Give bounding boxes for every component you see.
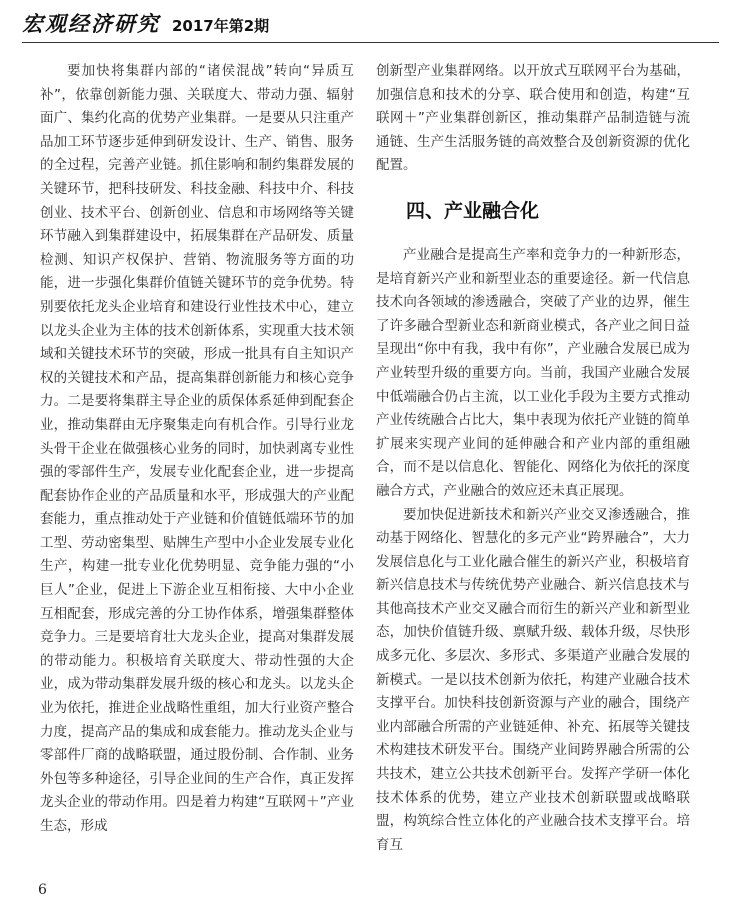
- body-paragraph: 产业融合是提高生产率和竞争力的一种新形态，是培育新兴产业和新型业态的重要途径。新一代信息技术向各领域的渗透融合，突破了产业的边界，催生了许多融合型新业态和新商业模式，各产业之间日益呈现出“你中有我，我中有你”，产业融合发展已成为产业转型升级的重要方向。当前，我国产业融合发展中低端融合仍占主流，以工业化手段为主要方式推动产业传统融合占比大，集中表现为依托产业链的简单扩展来实现产业间的延伸融合和产业内部的重组融合，而不是以信息化、智能化、网络化为依托的深度融合方式，产业融合的效应还未真正展现。: [376, 246, 690, 499]
- journal-title: 宏观经济研究: [22, 11, 160, 36]
- body-paragraph: 要加快促进新技术和新兴产业交叉渗透融合，推动基于网络化、智慧化的多元产业“跨界融合”，大力发展信息化与工业化融合催生的新兴产业，积极培育新兴信息技术与传统优势产业融合、新兴信息技术与其他高技术产业交叉融合而衍生的新兴产业和新型业态，加快价值链升级、禀赋升级、载体升级，尽快形成多元化、多层次、多形式、多渠道产业融合发展的新模式。一是以技术创新为依托，构建产业融合技术支撑平台。加快科技创新资源与产业的融合，围绕产业内部融合所需的产业链延伸、补充、拓展等关键技术构建技术研发平台。围绕产业间跨界融合所需的公共技术，建立公共技术创新平台。发挥产学研一体化技术体系的优势，建立产业技术创新联盟或战略联盟，构筑综合性立体化的产业融合技术支撑平台。培育互: [376, 506, 690, 853]
- right-column: [376, 60, 690, 857]
- section-heading: 四、产业融合化: [406, 199, 540, 222]
- issue-label: 2017年第2期: [172, 17, 270, 35]
- body-paragraph-continued: 创新型产业集群网络。以开放式互联网平台为基础，加强信息和技术的分享、联合使用和创造，构建“互联网＋”产业集群创新区，推动集群产品制造链与流通链、生产生活服务链的高效整合及创新资源的优化配置。: [376, 63, 690, 174]
- left-column: [40, 60, 354, 839]
- running-header: [22, 8, 269, 38]
- page-number: 6: [38, 882, 47, 898]
- header-rule: [22, 42, 719, 43]
- body-paragraph: 要加快将集群内部的“诸侯混战”转向“异质互补”，依靠创新能力强、关联度大、带动力强、辐射面广、集约化高的优势产业集群。一是要从只注重产品加工环节逐步延伸到研发设计、生产、销售、服务的全过程，完善产业链。抓住影响和制约集群发展的关键环节，把科技研发、科技金融、科技中介、科技创业、技术平台、创新创业、信息和市场网络等关键环节融入到集群建设中，拓展集群在产品研发、质量检测、知识产权保护、营销、物流服务等方面的功能，进一步强化集群价值链关键环节的竞争优势。特别要依托龙头企业培育和建设行业性技术中心，建立以龙头企业为主体的技术创新体系，实现重大技术领域和关键技术环节的突破，形成一批具有自主知识产权的关键技术和产品，提高集群创新能力和核心竞争力。二是要将集群主导企业的质保体系延伸到配套企业，推动集群由无序聚集走向有机合作。引导行业龙头骨干企业在做强核心业务的同时，加快剥离专业性强的零部件生产，发展专业化配套企业，进一步提高配套协作企业的产品质量和水平，形成强大的产业配套能力，重点推动处于产业链和价值链低端环节的加工型、劳动密集型、贴牌生产型中小企业发展专业化生产，构建一批专业化优势明显、竞争能力强的“小巨人”企业，促进上下游企业互相衔接、大中小企业互相配套，形成完善的分工协作体系，增强集群整体竞争力。三是要培育壮大龙头企业，提高对集群发展的带动能力。积极培育关联度大、带动性强的大企业，成为带动集群发展升级的核心和龙头。以龙头企业为依托，推进企业战略性重组，加大行业资产整合力度，提高产品的集成和成套能力。推动龙头企业与零部件厂商的战略联盟，通过股份制、合作制、业务外包等多种途径，引导企业间的生产合作，真正发挥龙头企业的带动作用。四是着力构建“互联网＋”产业生态，形成: [40, 63, 354, 834]
